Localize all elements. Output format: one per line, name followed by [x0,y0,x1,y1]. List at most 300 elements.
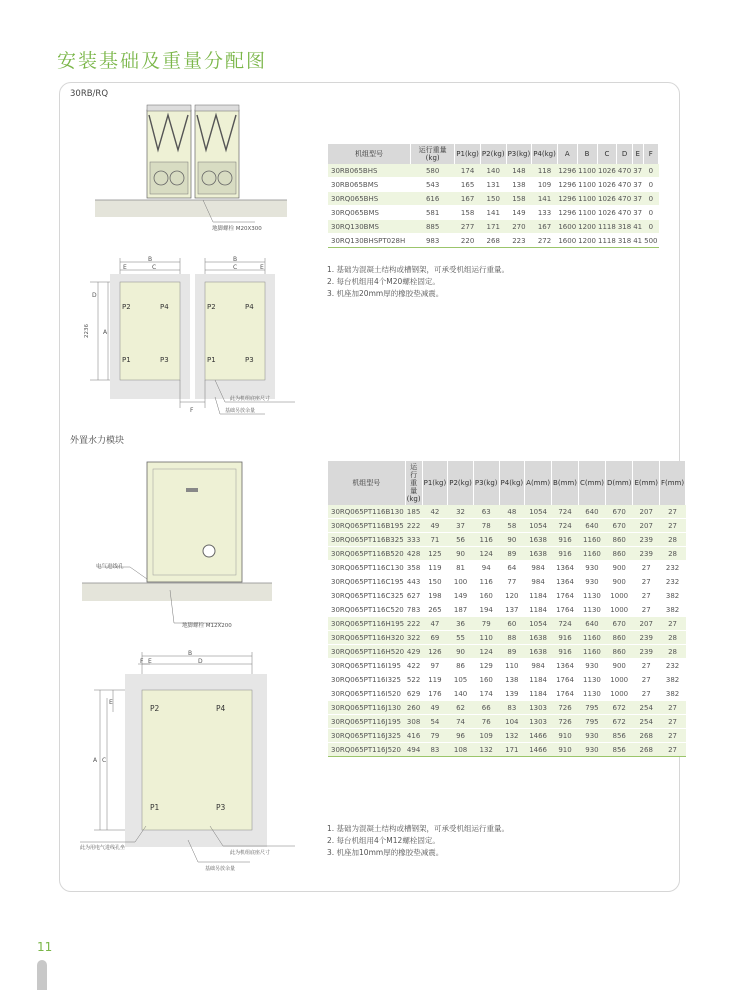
value-cell: 88 [499,631,525,645]
value-cell: 270 [506,220,532,234]
value-cell: 239 [633,645,660,659]
value-cell: 28 [659,645,685,659]
value-cell: 94 [473,561,499,575]
value-cell: 109 [532,178,558,192]
value-cell: 0 [643,206,658,220]
value-cell: 90 [499,533,525,547]
value-cell: 1638 [525,645,552,659]
value-cell: 1026 [597,206,617,220]
value-cell: 916 [552,645,579,659]
col-header-model: 机组型号 [328,144,411,164]
value-cell: 96 [448,729,474,743]
value-cell: 55 [448,631,474,645]
point-p1: P1 [150,803,160,812]
model-cell: 30RQ065PT116B130 [328,505,405,519]
model-cell: 30RQ065PT116I520 [328,687,405,701]
model-cell: 30RQ065PT116C520 [328,603,405,617]
value-cell: 232 [659,561,685,575]
value-cell: 783 [405,603,422,617]
dim-label-f: F [190,407,194,414]
value-cell: 167 [455,192,481,206]
value-cell: 930 [578,729,605,743]
note-3: 3. 机座加20mm厚的橡胶垫减震。 [327,289,444,298]
value-cell: 422 [405,659,422,673]
value-cell: 27 [659,617,685,631]
value-cell: 1118 [597,234,617,248]
value-cell: 268 [633,729,660,743]
value-cell: 48 [499,505,525,519]
table-row [328,519,686,533]
table-row [328,659,686,673]
value-cell: 277 [455,220,481,234]
value-cell: 1764 [552,603,579,617]
value-cell: 268 [480,234,506,248]
value-cell: 1303 [525,701,552,715]
value-cell: 795 [578,701,605,715]
value-cell: 27 [659,519,685,533]
value-cell: 930 [578,561,605,575]
col-header-a: A [557,144,577,164]
value-cell: 1764 [552,589,579,603]
value-cell: 726 [552,715,579,729]
value-cell: 930 [578,659,605,673]
value-cell: 167 [532,220,558,234]
module-handle [186,488,198,492]
model-cell: 30RQ065BHS [328,192,411,206]
value-cell: 125 [422,547,448,561]
table-row [328,645,686,659]
value-cell: 724 [552,505,579,519]
value-cell: 140 [480,164,506,178]
value-cell: 640 [578,505,605,519]
table-row [328,603,686,617]
table-row [328,701,686,715]
value-cell: 66 [473,701,499,715]
value-cell: 137 [499,603,525,617]
value-cell: 1054 [525,617,552,631]
value-cell: 126 [422,645,448,659]
value-cell: 984 [525,561,552,575]
table-row [328,234,659,248]
value-cell: 1638 [525,533,552,547]
value-cell: 640 [578,617,605,631]
value-cell: 1026 [597,164,617,178]
hydronic-module-cabinet [147,462,242,582]
model-cell: 30RQ065PT116C195 [328,575,405,589]
value-cell: 318 [617,234,632,248]
col-header-f: F [643,144,658,164]
model-cell: 30RQ065PT116B520 [328,547,405,561]
point-p2: P2 [150,704,160,713]
note-base-margin-2: 基础另放余量 [205,866,236,872]
point-p3-left: P3 [160,356,169,364]
section-label-30rb-rq: 30RB/RQ [70,89,109,99]
table-row [328,164,659,178]
value-cell: 37 [632,206,643,220]
value-cell: 670 [605,617,633,631]
value-cell: 1160 [578,547,605,561]
value-cell: 28 [659,631,685,645]
value-cell: 41 [632,220,643,234]
value-cell: 138 [499,673,525,687]
value-cell: 322 [405,631,422,645]
value-cell: 1184 [525,589,552,603]
point-p3-right: P3 [245,356,254,364]
value-cell: 148 [506,164,532,178]
value-cell: 78 [473,519,499,533]
col-header-weight: 运行重量(kg) [405,461,422,505]
value-cell: 28 [659,533,685,547]
hydronic-module-plan-view [80,650,320,875]
value-cell: 627 [405,589,422,603]
value-cell: 37 [632,164,643,178]
table-row [328,729,686,743]
unit-footprint-right [205,282,265,380]
value-cell: 140 [448,687,474,701]
table-row [328,178,659,192]
model-cell: 30RQ065PT116I325 [328,673,405,687]
value-cell: 268 [633,743,660,757]
dim-label-b2: B [233,256,238,263]
note-unit-size-2: 此为机组底座尺寸 [230,850,271,856]
value-cell: 119 [422,561,448,575]
value-cell: 265 [422,603,448,617]
value-cell: 1200 [577,234,597,248]
unit-plan-view-diagram [80,252,320,427]
value-cell: 58 [499,519,525,533]
value-cell: 1000 [605,687,633,701]
value-cell: 79 [473,617,499,631]
value-cell: 149 [448,589,474,603]
value-cell: 110 [473,631,499,645]
page-title: 安装基础及重量分配图 [57,50,268,72]
spec-table-30rb-rq [328,144,659,248]
point-p2-left: P2 [122,303,131,311]
table-row [328,220,659,234]
value-cell: 984 [525,575,552,589]
value-cell: 308 [405,715,422,729]
value-cell: 1303 [525,715,552,729]
value-cell: 522 [405,673,422,687]
hydronic-module-side-view [82,455,317,635]
value-cell: 581 [411,206,455,220]
value-cell: 132 [473,743,499,757]
value-cell: 28 [659,547,685,561]
value-cell: 1026 [597,178,617,192]
value-cell: 76 [473,715,499,729]
value-cell: 0 [643,192,658,206]
value-cell: 27 [659,743,685,757]
value-cell: 1466 [525,743,552,757]
value-cell: 64 [499,561,525,575]
value-cell: 0 [643,164,658,178]
value-cell: 318 [617,220,632,234]
page-tab-marker [37,960,47,990]
value-cell: 185 [405,505,422,519]
spec-table-header [328,144,659,164]
value-cell: 119 [422,673,448,687]
value-cell: 27 [659,729,685,743]
value-cell: 1100 [577,178,597,192]
point-p1-right: P1 [207,356,216,364]
value-cell: 232 [659,575,685,589]
pipe-connection-icon [203,545,215,557]
value-cell: 1100 [577,164,597,178]
value-cell: 1160 [578,631,605,645]
value-cell: 62 [448,701,474,715]
col-header-e: E(mm) [633,461,660,505]
value-cell: 1184 [525,673,552,687]
value-cell: 860 [605,631,633,645]
value-cell: 983 [411,234,455,248]
value-cell: 27 [633,673,660,687]
dim-label-a: A [103,329,108,336]
model-cell: 30RB065BMS [328,178,411,192]
value-cell: 382 [659,673,685,687]
value-cell: 1184 [525,603,552,617]
col-header-p2: P2(kg) [480,144,506,164]
model-cell: 30RQ065PT116J130 [328,701,405,715]
value-cell: 470 [617,164,632,178]
value-cell: 171 [499,743,525,757]
col-header-p4: P4(kg) [499,461,525,505]
value-cell: 1026 [597,192,617,206]
value-cell: 100 [448,575,474,589]
value-cell: 1100 [577,206,597,220]
value-cell: 222 [405,617,422,631]
value-cell: 232 [659,659,685,673]
value-cell: 239 [633,631,660,645]
value-cell: 1638 [525,547,552,561]
dim-label-e-left: E [109,699,113,706]
table-row [328,673,686,687]
value-cell: 223 [506,234,532,248]
value-cell: 916 [552,631,579,645]
outdoor-unit-left [147,105,191,198]
value-cell: 27 [633,603,660,617]
model-cell: 30RQ065PT116I195 [328,659,405,673]
value-cell: 580 [411,164,455,178]
concrete-base [95,200,287,217]
table-row [328,743,686,757]
value-cell: 77 [499,575,525,589]
col-header-d: D [617,144,632,164]
model-cell: 30RQ065BMS [328,206,411,220]
value-cell: 158 [455,206,481,220]
value-cell: 916 [552,533,579,547]
table-row [328,206,659,220]
value-cell: 860 [605,645,633,659]
col-header-c: C [597,144,617,164]
col-header-p1: P1(kg) [422,461,448,505]
model-cell: 30RQ130BHSPT028H [328,234,411,248]
value-cell: 74 [448,715,474,729]
value-cell: 443 [405,575,422,589]
value-cell: 640 [578,519,605,533]
unit-footprint-left [120,282,180,380]
dim-label-e1: E [123,264,127,271]
table-row [328,575,686,589]
value-cell: 1160 [578,533,605,547]
value-cell: 27 [659,701,685,715]
value-cell: 672 [605,715,633,729]
outdoor-unit-right [195,105,239,198]
col-header-e: E [632,144,643,164]
value-cell: 81 [448,561,474,575]
value-cell: 254 [633,715,660,729]
value-cell: 37 [448,519,474,533]
value-cell: 382 [659,603,685,617]
value-cell: 187 [448,603,474,617]
value-cell: 120 [499,589,525,603]
value-cell: 118 [532,164,558,178]
value-cell: 1600 [557,234,577,248]
value-cell: 27 [633,561,660,575]
value-cell: 1296 [557,178,577,192]
model-cell: 30RQ065PT116B325 [328,533,405,547]
model-cell: 30RQ065PT116B195 [328,519,405,533]
value-cell: 239 [633,547,660,561]
dim-label-f: F [140,658,144,665]
value-cell: 27 [633,687,660,701]
col-header-model: 机组型号 [328,461,405,505]
value-cell: 49 [422,701,448,715]
value-cell: 670 [605,519,633,533]
value-cell: 1638 [525,631,552,645]
value-cell: 429 [405,645,422,659]
value-cell: 110 [499,659,525,673]
value-cell: 124 [473,645,499,659]
table-row [328,505,686,519]
value-cell: 1000 [605,603,633,617]
value-cell: 27 [659,715,685,729]
notes-section2 [327,823,509,859]
value-cell: 930 [578,743,605,757]
value-cell: 71 [422,533,448,547]
section-label-hydronic-module: 外置水力模块 [70,436,125,446]
dim-label-e-top: E [148,658,152,665]
value-cell: 207 [633,617,660,631]
value-cell: 1296 [557,206,577,220]
value-cell: 416 [405,729,422,743]
value-cell: 726 [552,701,579,715]
value-cell: 382 [659,687,685,701]
value-cell: 885 [411,220,455,234]
value-cell: 97 [422,659,448,673]
col-header-p3: P3(kg) [473,461,499,505]
value-cell: 171 [480,220,506,234]
value-cell: 174 [455,164,481,178]
value-cell: 116 [473,533,499,547]
value-cell: 860 [605,533,633,547]
value-cell: 42 [422,505,448,519]
value-cell: 470 [617,178,632,192]
value-cell: 494 [405,743,422,757]
value-cell: 41 [632,234,643,248]
point-p2-right: P2 [207,303,216,311]
value-cell: 724 [552,519,579,533]
model-cell: 30RQ130BMS [328,220,411,234]
notes-section1 [327,264,509,300]
value-cell: 358 [405,561,422,575]
value-cell: 86 [448,659,474,673]
value-cell: 149 [506,206,532,220]
value-cell: 105 [448,673,474,687]
value-cell: 176 [422,687,448,701]
value-cell: 1100 [577,192,597,206]
table-row [328,715,686,729]
value-cell: 254 [633,701,660,715]
value-cell: 916 [552,547,579,561]
value-cell: 239 [633,533,660,547]
value-cell: 1130 [578,603,605,617]
value-cell: 795 [578,715,605,729]
concrete-base [82,583,272,601]
value-cell: 724 [552,617,579,631]
value-cell: 428 [405,547,422,561]
dim-label-2236: 2236 [84,324,90,338]
value-cell: 194 [473,603,499,617]
col-header-p3: P3(kg) [506,144,532,164]
col-header-p1: P1(kg) [455,144,481,164]
value-cell: 333 [405,533,422,547]
value-cell: 910 [552,729,579,743]
value-cell: 27 [659,505,685,519]
value-cell: 124 [473,547,499,561]
value-cell: 131 [480,178,506,192]
value-cell: 543 [411,178,455,192]
value-cell: 150 [480,192,506,206]
model-cell: 30RQ065PT116H195 [328,617,405,631]
value-cell: 1130 [578,589,605,603]
value-cell: 37 [632,192,643,206]
value-cell: 150 [422,575,448,589]
value-cell: 207 [633,519,660,533]
note-1: 1. 基础为混凝土结构或槽钢架，可承受机组运行重量。 [327,824,510,833]
value-cell: 222 [405,519,422,533]
table-row [328,192,659,206]
note-2: 2. 每台机组用4个M12螺栓固定。 [327,836,440,845]
value-cell: 60 [499,617,525,631]
dim-label-c2: C [233,264,238,271]
value-cell: 1364 [552,659,579,673]
value-cell: 1000 [605,673,633,687]
col-header-c: C(mm) [578,461,605,505]
model-cell: 30RQ065PT116J325 [328,729,405,743]
value-cell: 160 [473,589,499,603]
value-cell: 1764 [552,687,579,701]
table-row [328,533,686,547]
value-cell: 1364 [552,575,579,589]
value-cell: 1200 [577,220,597,234]
value-cell: 141 [532,192,558,206]
page-number: 11 [37,940,53,954]
point-p1-left: P1 [122,356,131,364]
table-row [328,617,686,631]
value-cell: 36 [448,617,474,631]
col-header-b: B [577,144,597,164]
model-cell: 30RQ065PT116H320 [328,631,405,645]
model-cell: 30RB065BHS [328,164,411,178]
value-cell: 56 [448,533,474,547]
note-base-margin: 基础另放余量 [225,408,256,414]
value-cell: 141 [480,206,506,220]
value-cell: 670 [605,505,633,519]
value-cell: 90 [448,645,474,659]
value-cell: 1296 [557,192,577,206]
value-cell: 129 [473,659,499,673]
note-3: 3. 机座加10mm厚的橡胶垫减震。 [327,848,444,857]
